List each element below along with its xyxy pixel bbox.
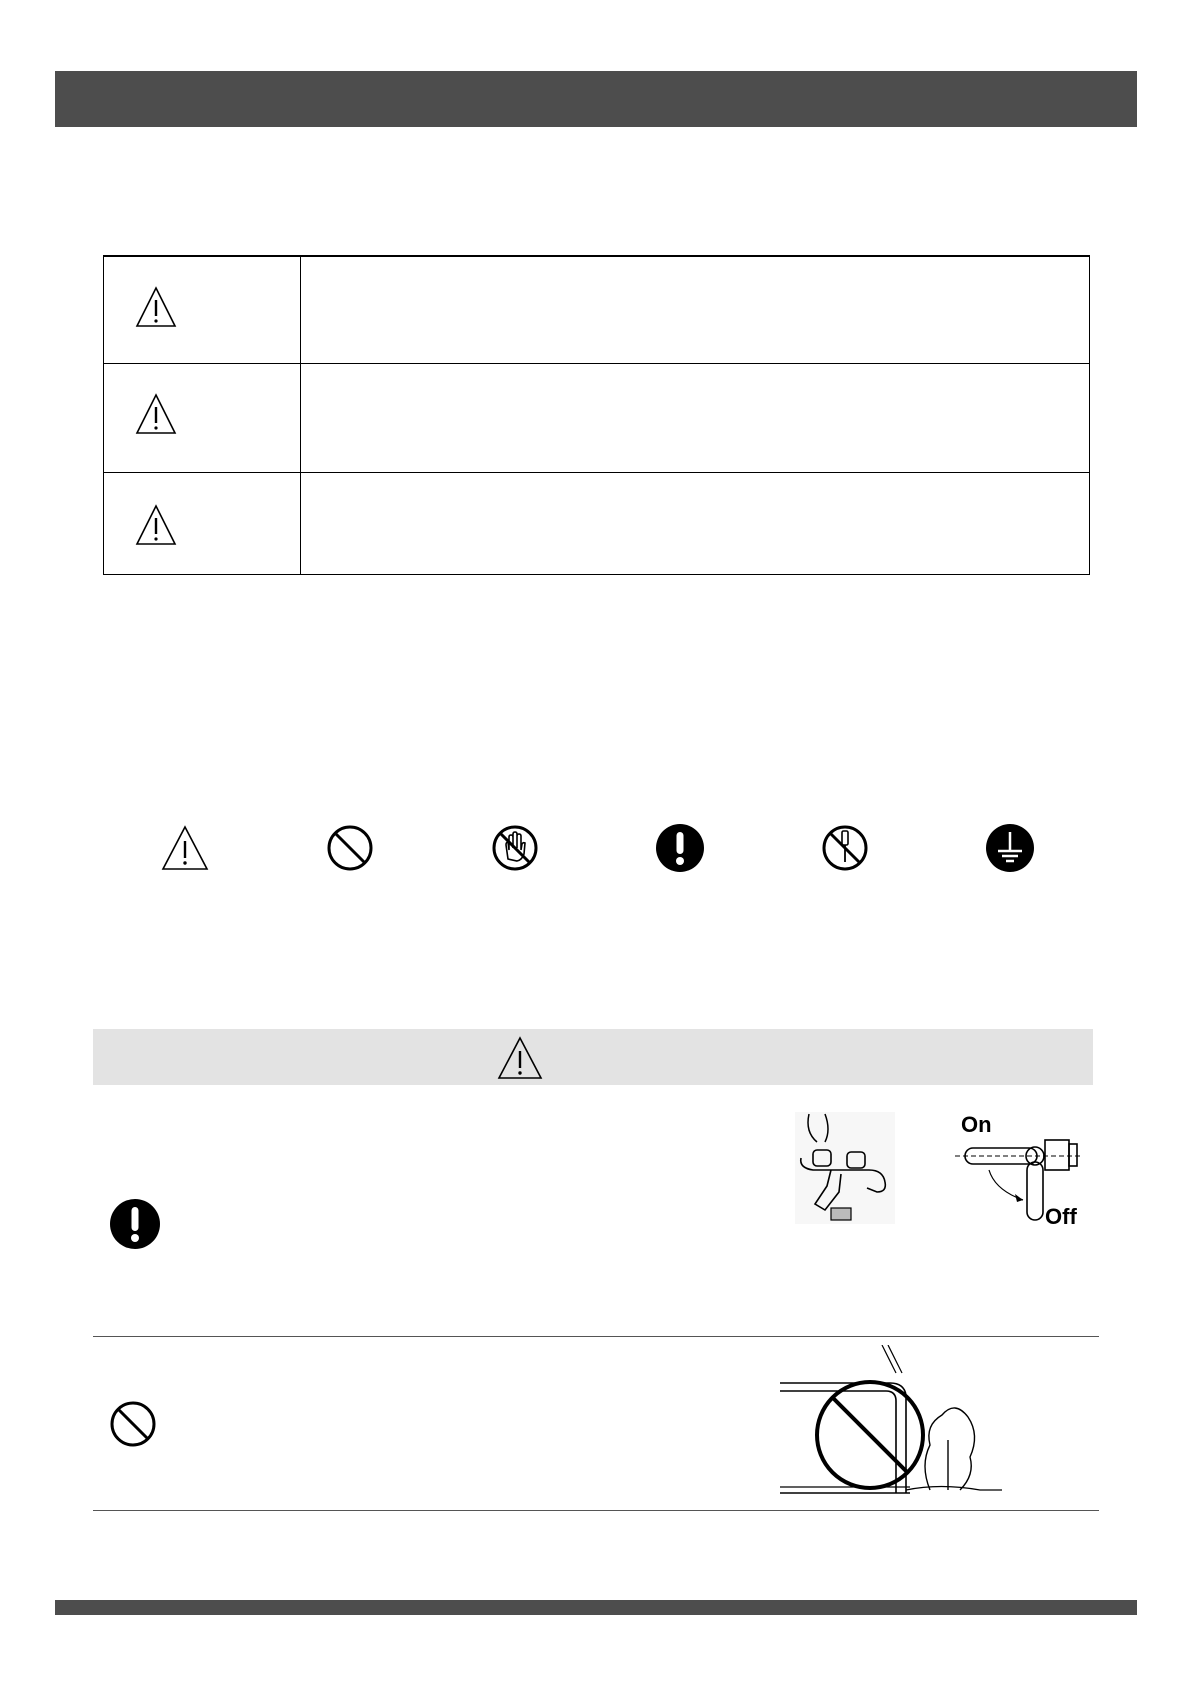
warning-triangle-icon	[134, 285, 178, 329]
prohibited-icon	[325, 823, 375, 873]
valve-off-label: Off	[1045, 1204, 1077, 1229]
safety-level-table	[103, 255, 1090, 575]
header-bar	[55, 71, 1137, 127]
footer-bar	[55, 1600, 1137, 1615]
outdoor-installation-prohibited-illustration	[780, 1345, 1005, 1500]
safety-level-row	[104, 473, 1089, 575]
warning-section-header	[93, 1029, 1093, 1085]
faucet-valve-illustration	[795, 1112, 895, 1224]
safety-level-row	[104, 364, 1089, 473]
mandatory-action-icon	[109, 1198, 161, 1250]
warning-triangle-icon	[160, 823, 210, 873]
item-divider	[93, 1510, 1099, 1511]
do-not-disassemble-icon	[820, 823, 870, 873]
warning-triangle-icon	[496, 1035, 544, 1081]
on-off-valve-illustration	[955, 1110, 1085, 1230]
safety-level-icon-cell	[104, 364, 301, 472]
safety-level-icon-cell	[104, 473, 301, 575]
warning-triangle-icon	[134, 503, 178, 547]
ground-icon	[985, 823, 1035, 873]
valve-on-label: On	[961, 1112, 992, 1137]
prohibited-icon	[109, 1400, 157, 1448]
warning-triangle-icon	[134, 392, 178, 436]
do-not-touch-icon	[490, 823, 540, 873]
item-divider	[93, 1336, 1099, 1337]
mandatory-action-icon	[655, 823, 705, 873]
safety-level-row	[104, 257, 1089, 364]
safety-level-icon-cell	[104, 257, 301, 363]
